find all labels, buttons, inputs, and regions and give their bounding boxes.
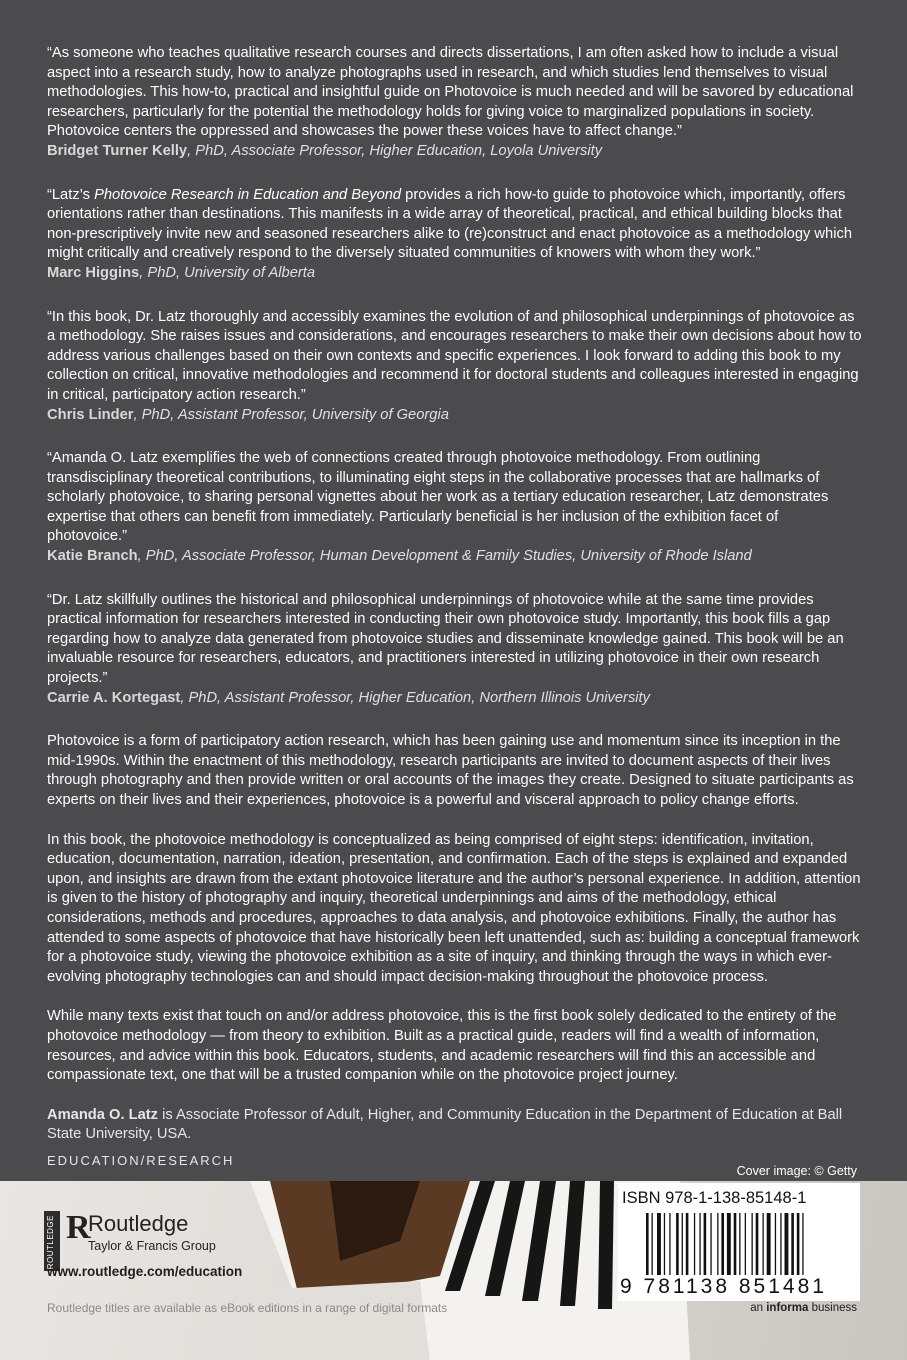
endorser-name: Chris Linder	[47, 406, 134, 423]
subject-category: EDUCATION/RESEARCH	[47, 1153, 235, 1168]
publisher-website: www.routledge.com/education	[47, 1264, 243, 1279]
endorsement-1	[47, 44, 862, 162]
endorser-role: , PhD, Associate Professor, Higher Education, Loyola University	[187, 142, 603, 159]
barcode-bar	[775, 1213, 776, 1275]
endorsement-attribution	[47, 547, 862, 567]
logo-vertical-text: ROUTLEDGE	[46, 1215, 55, 1270]
author-bio-text: is Associate Professor of Adult, Higher, and Community Education in the Department of Education at Ball State University, USA.	[47, 1106, 843, 1143]
endorsement-3	[47, 308, 862, 426]
barcode-bar	[676, 1213, 679, 1275]
text-area	[47, 44, 862, 1145]
endorsement-text-rest: provides a rich how-to guide to photovoice which, importantly, offers orientations rather than destinations. This manifests in a wide array of theoretical, practical, and ethical building blocks that non-prescriptively invite new and seasoned researchers alike to (re)construct and enact photovoice as a methodology which might critically and creatively respond to the diversely situated communities of knowers with whom they work.”	[47, 186, 852, 262]
informa-brand: informa	[766, 1302, 809, 1314]
endorsement-text: “In this book, Dr. Latz thoroughly and accessibly examines the evolution of and philosophical underpinnings of photovoice as a methodology. She raises issues and considerations, and encourages researchers to make their own decisions about how to address various challenges based on their own contexts and specific experiences. I look forward to adding this book to my collection on critical, innovative methodologies and recommend it for doctoral students and colleagues interested in engaging in critical, participatory action research.”	[47, 308, 862, 403]
endorser-name: Marc Higgins	[47, 264, 140, 281]
informa-prefix: an	[750, 1302, 767, 1314]
endorsement-text: “Dr. Latz skillfully outlines the historical and philosophical underpinnings of photovoice while at the same time provides practical information for researchers interested in conducting their own photovoice study. Importantly, this book fills a gap regarding how to analyze data generated from photovoice studies and disseminate knowledge gained. This book will be an invaluable resource for researchers, educators, and practitioners interested in utilizing photovoice in their own research projects.”	[47, 591, 844, 687]
ebook-note: Routledge titles are available as eBook editions in a range of digital formats	[47, 1301, 448, 1315]
barcode-bar	[657, 1213, 661, 1275]
barcode-bar	[785, 1213, 789, 1275]
description-paragraph-3: While many texts exist that touch on and/or address photovoice, this is the first book solely dedicated to the entirety of the photovoice methodology — from theory to exhibition. Built as a practical guide, readers will find a wealth of information, resources, and advice within this book. Educators, students, and academic researchers will find this an accessible and compassionate text, one that will be a trusted companion while on the photovoice project journey.	[47, 1008, 837, 1084]
bottom-photo-band	[0, 1181, 907, 1360]
informa-business-tag	[750, 1302, 857, 1314]
endorsement-attribution	[47, 142, 862, 162]
barcode-bar	[745, 1213, 746, 1275]
barcode-number: 9 781138 851481	[620, 1275, 827, 1298]
routledge-r-logo-icon: R	[66, 1209, 91, 1246]
author-name: Amanda O. Latz	[47, 1106, 158, 1123]
barcode-bar	[704, 1213, 707, 1275]
informa-suffix: business	[808, 1302, 857, 1314]
description-paragraph-1: Photovoice is a form of participatory action research, which has been gaining use and momentum since its inception in the mid-1990s. Within the enactment of this methodology, research participants are invited to document aspects of their lives through photography and then provide written or oral accounts of the images they create. Designed to situate participants as experts on their lives and their experiences, photovoice is a powerful and visceral approach to policy change efforts.	[47, 733, 854, 808]
endorser-name: Bridget Turner Kelly	[47, 142, 188, 159]
endorser-role: , PhD, Associate Professor, Human Development & Family Studies, University of Rhode Island	[137, 548, 752, 565]
endorsement-4	[47, 449, 862, 567]
barcode-bar	[767, 1213, 771, 1275]
barcode-bar	[797, 1213, 800, 1275]
endorser-name: Katie Branch	[47, 548, 138, 565]
barcode-bar	[763, 1213, 764, 1275]
barcode-bar	[780, 1213, 781, 1275]
barcode-bar	[686, 1213, 689, 1275]
endorsement-text-start: “Latz’s	[47, 186, 95, 203]
barcode-bar	[739, 1213, 740, 1275]
barcode-icon	[646, 1213, 846, 1275]
barcode-bar	[721, 1213, 724, 1275]
endorsement-attribution	[47, 406, 862, 426]
publisher-name: Routledge	[88, 1211, 189, 1236]
endorsement-2	[47, 186, 862, 284]
author-bio	[47, 1106, 862, 1145]
photo-print-edge	[240, 1281, 430, 1360]
barcode-bar	[710, 1213, 711, 1275]
barcode-bar	[682, 1213, 683, 1275]
isbn-label: ISBN 978-1-138-85148-1	[622, 1189, 807, 1207]
endorsement-attribution	[47, 264, 862, 284]
barcode-bar	[802, 1213, 803, 1275]
barcode-bar	[734, 1213, 737, 1275]
barcode-bar	[652, 1213, 653, 1275]
barcode-bar	[664, 1213, 665, 1275]
barcode-bar	[669, 1213, 670, 1275]
barcode-bar	[791, 1213, 794, 1275]
isbn-barcode-box	[618, 1183, 860, 1301]
endorser-role: , PhD, Assistant Professor, University of Georgia	[133, 406, 449, 423]
cover-image-credit: Cover image: © Getty	[736, 1164, 857, 1178]
endorsement-attribution	[47, 689, 862, 709]
publisher-group: Taylor & Francis Group	[88, 1239, 216, 1253]
barcode-bar	[756, 1213, 759, 1275]
barcode-bar	[752, 1213, 753, 1275]
routledge-logo-mark	[44, 1211, 60, 1271]
barcode-bar	[699, 1213, 700, 1275]
endorser-role: , PhD, Assistant Professor, Higher Education, Northern Illinois University	[180, 689, 650, 706]
book-title-italic: Photovoice Research in Education and Beyond	[94, 186, 402, 203]
endorser-role: , PhD, University of Alberta	[139, 264, 316, 281]
barcode-bar	[694, 1213, 695, 1275]
endorsement-text	[47, 186, 862, 264]
barcode-bar	[646, 1213, 649, 1275]
barcode-bar	[727, 1213, 731, 1275]
endorser-name: Carrie A. Kortegast	[47, 689, 181, 706]
endorsement-text: “As someone who teaches qualitative research courses and directs dissertations, I am often asked how to include a visual aspect into a research study, how to analyze photographs used in research, and which studies lend themselves to visual methodologies. This how-to, practical and insightful guide on Photovoice is much needed and will be savored by educational researchers, particularly for the potential the methodology holds for giving voice to marginalized populations in society. Photovoice centers the oppressed and showcases the power these voices have to affect change.”	[47, 45, 854, 140]
description-paragraph-2: In this book, the photovoice methodology is conceptualized as being comprised of eight steps: identification, invitation, education, documentation, narration, ideation, presentation, and confirmation. Each of the steps is explained and expanded upon, and insights are drawn from the extant photovoice literature and the author’s personal experience. In addition, attention is given to the history of photography and inquiry, theoretical underpinnings and aims of the methodology, ethical considerations, methods and procedures, approaches to data analysis, and photovoice exhibitions. Finally, the author has attended to some aspects of photovoice that have historically been left unattended, such as: building a conceptual framework for a photovoice study, viewing the photovoice exhibition as a site of inquiry, and thinking through the ways in which ever-evolving photography technologies can and should impact decision-making throughout the photovoice process.	[47, 831, 861, 985]
barcode-bar	[717, 1213, 718, 1275]
photo-strip	[598, 1181, 614, 1309]
endorsement-5	[47, 591, 862, 709]
endorsement-text: “Amanda O. Latz exemplifies the web of connections created through photovoice methodology. From outlining transdisciplinary theoretical contributions, to illuminating eight steps in the collaborative processes that are hallmarks of scholarly photovoice, to sharing personal vignettes about her work as a tertiary education researcher, Latz demonstrates expertise that others can benefit from immediately. Particularly beneficial is her inclusion of the exhibition facet of photovoice.”	[47, 450, 829, 545]
